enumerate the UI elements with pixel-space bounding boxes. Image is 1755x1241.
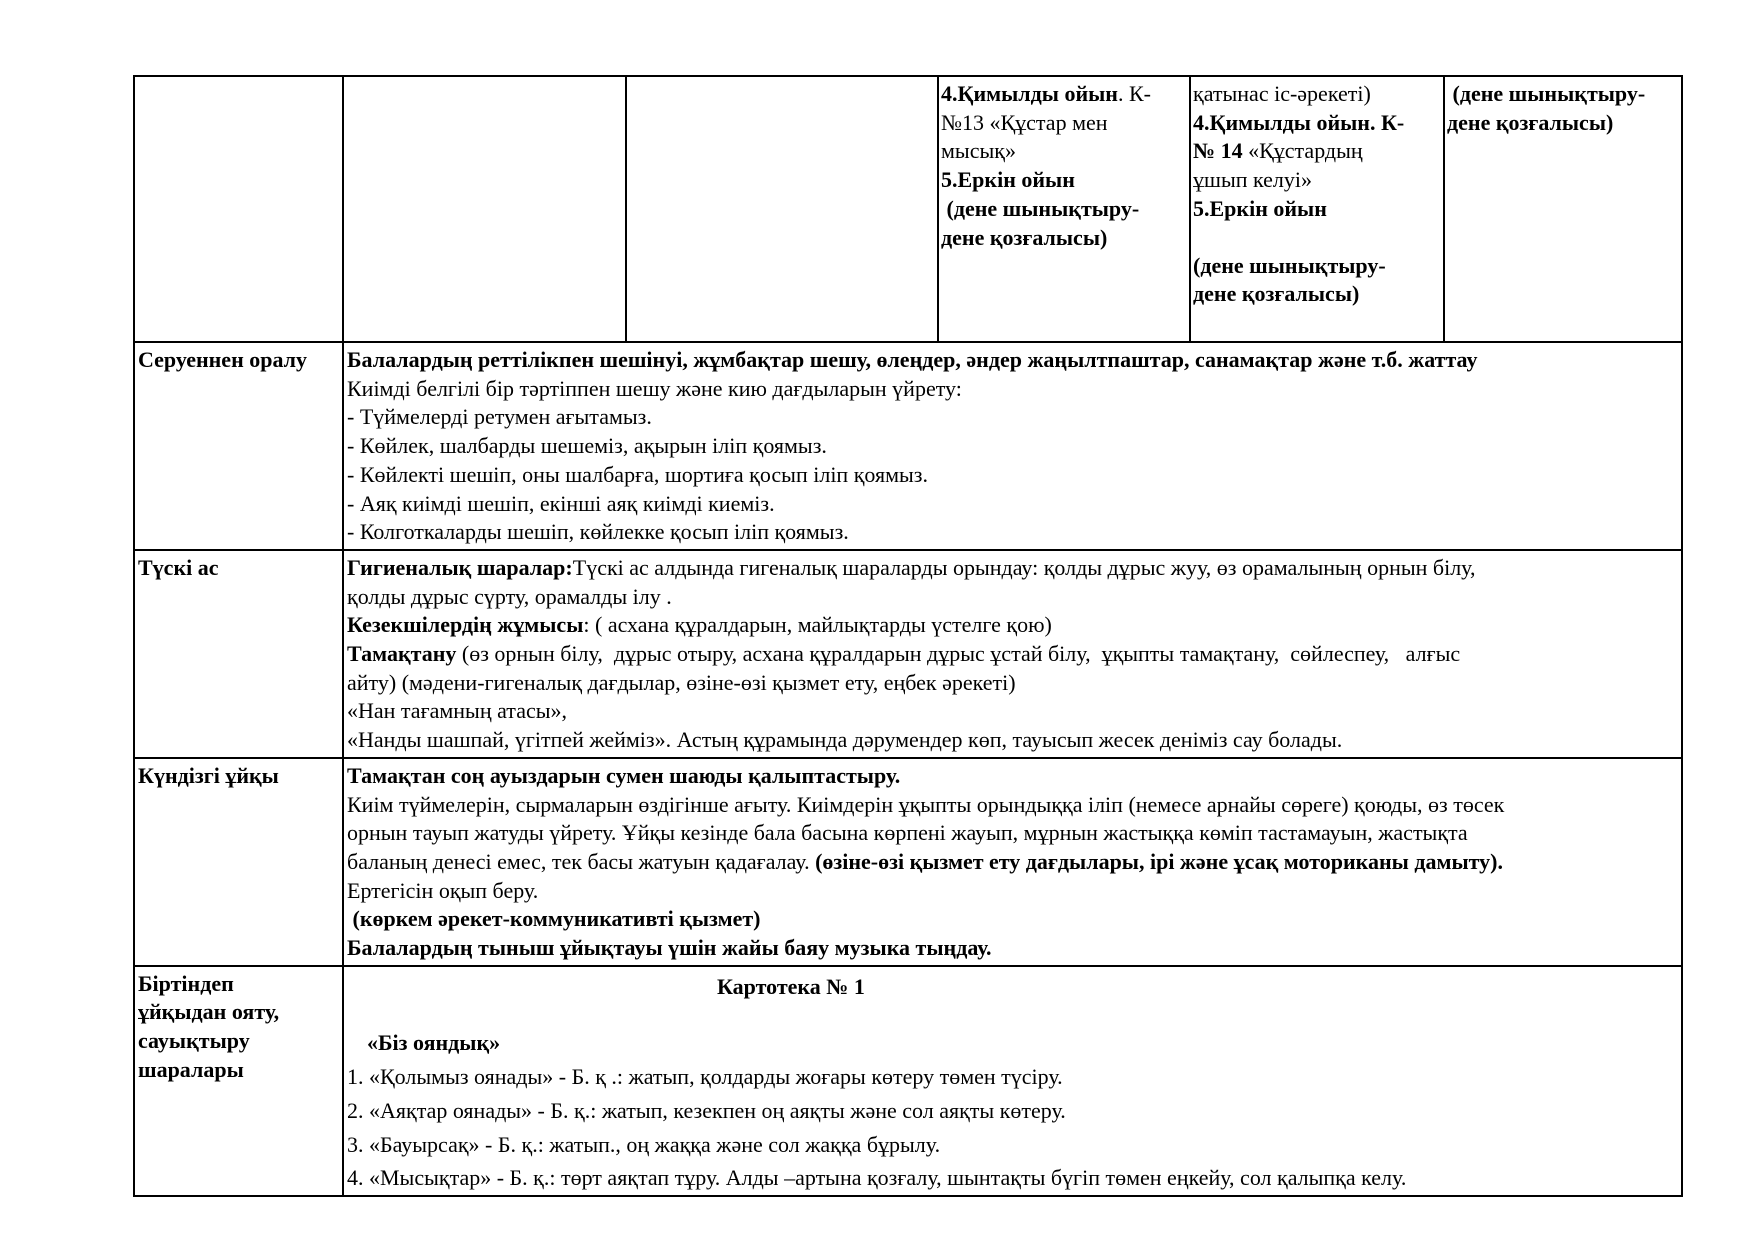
table-row: [134, 342, 1682, 550]
cell-text: - Көйлек, шалбарды шешеміз, ақырын іліп қоямыз.: [347, 433, 827, 459]
table-cell: [343, 966, 1682, 1196]
schedule-table: [133, 75, 1683, 1197]
cell-text: : ( асхана құралдарын, майлықтарды үстелге қою): [583, 612, 1052, 638]
cell-text: (көркем әрекет-коммуникативті қызмет): [347, 906, 761, 932]
cell-text: (дене шынықтыру-: [1447, 81, 1646, 106]
cell-text: орнын тауып жатуды үйрету. Ұйқы кезінде бала басына көрпені жауып, мұрнын жастыққа көміп тастамауын, жастықта: [347, 820, 1468, 846]
table-row: [134, 550, 1682, 758]
cell-text: . К-: [1117, 81, 1151, 106]
cell-text: Киімді белгілі бір тәртіппен шешу және кию дағдыларын үйрету:: [347, 375, 962, 401]
list-item: 2. «Аяқтар оянады» - Б. қ.: жатып, кезекпен оң аяқты және сол аяқты көтеру.: [347, 1097, 1066, 1123]
cell-text: Балалардың тыныш ұйықтауы үшін жайы баяу музыка тыңдау.: [347, 935, 992, 961]
cell-text: «Нан тағамның атасы»,: [347, 698, 567, 724]
row-label-line: сауықтыру: [138, 1028, 250, 1054]
row-label: Түскі ас: [134, 550, 343, 758]
row-label: Серуеннен оралу: [134, 342, 343, 550]
card-title: Картотека № 1: [717, 973, 865, 999]
cell-text: қолды дұрыс сүрту, орамалды ілу .: [347, 583, 672, 609]
cell-heading: Тамақтан соң ауыздарын сумен шаюды қалыптастыру.: [347, 762, 901, 788]
cell-text: айту) (мәдени-гигеналық дағдылар, өзіне-өзі қызмет ету, еңбек әрекеті): [347, 669, 1016, 695]
table-cell: [343, 550, 1682, 758]
cell-text: №13 «Құстар мен: [941, 109, 1108, 135]
row-label: Күндізгі ұйқы: [134, 758, 343, 966]
cell-text: - Колготкаларды шешіп, көйлекке қосып іліп қоямыз.: [347, 519, 849, 545]
list-item: 1. «Қолымыз оянады» - Б. қ .: жатып, қолдарды жоғары көтеру төмен түсіру.: [347, 1064, 1063, 1090]
cell-text: Гигиеналық шаралар:: [347, 554, 573, 580]
table-cell: [343, 342, 1682, 550]
card-subtitle: «Біз ояндық»: [367, 1030, 501, 1056]
cell-heading: Балалардың реттілікпен шешінуі, жұмбақтар шешу, өлеңдер, әндер жаңылтпаштар, санамақтар және т.б. жаттау: [347, 347, 1478, 372]
table-cell: [1444, 76, 1682, 342]
cell-text: 5.Еркін ойын: [1193, 195, 1327, 221]
table-row: [134, 966, 1682, 1196]
row-label-line: ұйқыдан ояту,: [138, 999, 280, 1025]
cell-text: Киім түймелерін, сырмаларын өздігінше ағыту. Киімдерін ұқыпты орындыққа іліп (немесе арнайы сөреге) қоюды, өз төсек: [347, 791, 1505, 817]
cell-text: Түскі ас алдында гигеналық шараларды орындау: қолды дұрыс жуу, өз орамалының орнын білу,: [572, 554, 1476, 580]
cell-text: - Түймелерді ретумен ағытамыз.: [347, 404, 652, 430]
cell-text: - Көйлекті шешіп, оны шалбарға, шортиға қосып іліп қоямыз.: [347, 461, 928, 487]
table-cell: [626, 76, 938, 342]
cell-text: 4.Қимылды ойын: [941, 81, 1118, 106]
cell-text: дене қозғалысы): [941, 224, 1108, 250]
cell-text: қатынас іс-әрекеті): [1193, 81, 1371, 106]
cell-text: баланың денесі емес, тек басы жатуын қадағалау.: [347, 848, 816, 874]
row-label-line: шаралары: [138, 1056, 244, 1082]
table-cell: [938, 76, 1190, 342]
table-cell: [1190, 76, 1444, 342]
cell-text: № 14: [1193, 138, 1243, 164]
cell-text: дене қозғалысы): [1447, 109, 1614, 135]
table-cell: [343, 758, 1682, 966]
row-label-line: Біртіндеп: [138, 970, 234, 996]
cell-text: (өзіне-өзі қызмет ету дағдылары, ірі және ұсақ моториканы дамыту).: [815, 848, 1503, 874]
cell-text: (дене шынықтыру-: [1193, 252, 1386, 278]
cell-text: - Аяқ киімді шешіп, екінші аяқ киімді киеміз.: [347, 490, 775, 516]
cell-text: «Құстардың: [1242, 138, 1363, 164]
table-row: [134, 76, 1682, 342]
cell-text: мысық»: [941, 138, 1016, 164]
cell-text: 5.Еркін ойын: [941, 167, 1075, 193]
row-label: [134, 966, 343, 1196]
table-cell: [134, 76, 343, 342]
list-item: 4. «Мысықтар» - Б. қ.: төрт аяқтап тұру. Алды –артына қозғалу, шынтақты бүгіп төмен еңкейу, сол қалыпқа келу.: [347, 1165, 1407, 1191]
cell-text: 4.Қимылды ойын. К-: [1193, 109, 1405, 135]
cell-text: ұшып келуі»: [1193, 167, 1312, 193]
cell-text: (өз орнын білу, дұрыс отыру, асхана құралдарын дұрыс ұстай білу, ұқыпты тамақтану, сөйлеспеу, алғыс: [456, 641, 1461, 667]
table-cell: [343, 76, 626, 342]
cell-text: Тамақтану: [347, 641, 457, 667]
table-row: [134, 758, 1682, 966]
list-item: 3. «Бауырсақ» - Б. қ.: жатып., оң жаққа және сол жаққа бұрылу.: [347, 1131, 941, 1157]
cell-text: Кезекшілердің жұмысы: [347, 612, 584, 638]
cell-text: «Нанды шашпай, үгітпей жейміз». Астың құрамында дәрумендер көп, тауысып жесек деніміз сау болады.: [347, 727, 1343, 753]
cell-text: дене қозғалысы): [1193, 281, 1360, 307]
cell-text: (дене шынықтыру-: [941, 195, 1140, 221]
cell-text: Ертегісін оқып беру.: [347, 877, 539, 903]
